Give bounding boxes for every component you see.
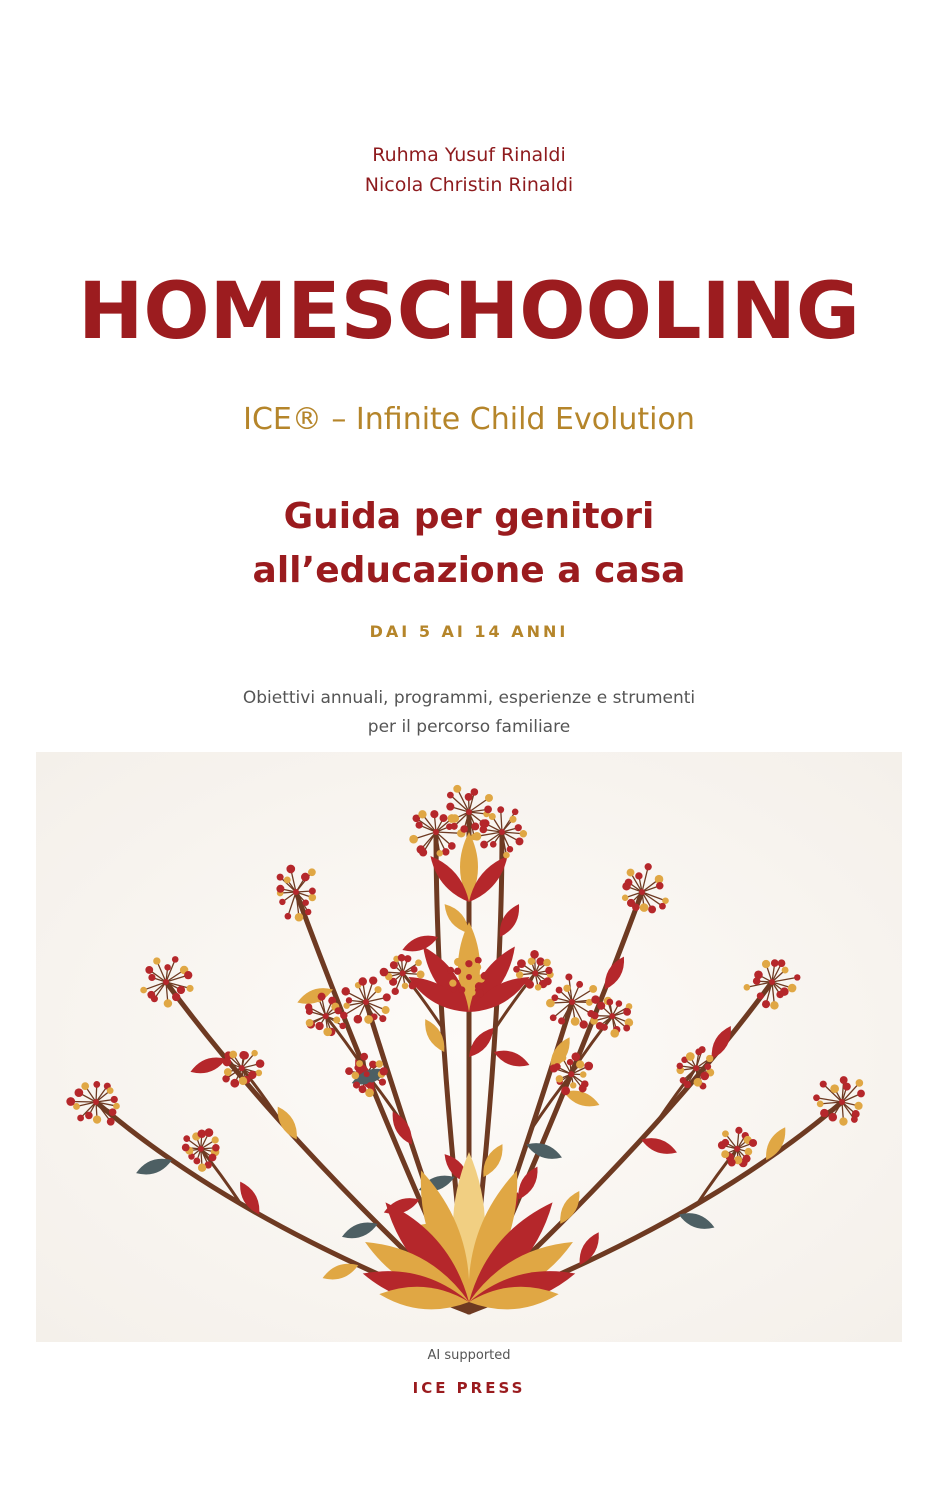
berry-dot (241, 1051, 249, 1059)
berry-dot (499, 829, 505, 835)
berry-dot (369, 976, 377, 984)
berry-dot (571, 1052, 580, 1061)
berry-dot (856, 1079, 864, 1087)
berry-dot (623, 1008, 631, 1016)
berry-dot (754, 970, 763, 979)
berry-dot (186, 985, 193, 992)
berry-dot (839, 1117, 847, 1125)
berry-dot (536, 957, 544, 965)
leaf-shape (402, 936, 438, 952)
berry-dot (475, 957, 482, 964)
berry-dot (512, 809, 519, 816)
berry-dot (645, 863, 652, 870)
berry-dot (570, 1082, 576, 1088)
authors-block (0, 140, 938, 200)
berry-dot (398, 954, 406, 962)
berry-dot (341, 987, 349, 995)
berry-dot (448, 842, 456, 850)
berry-dot (451, 814, 460, 823)
berry-dot (591, 995, 600, 1004)
berry-dot (616, 1000, 623, 1007)
berry-dot (417, 845, 425, 853)
berry-dot (437, 850, 443, 856)
berry-dot (81, 1082, 89, 1090)
berry-dot (769, 979, 775, 985)
berry-dot (301, 873, 310, 882)
berry-dot (305, 1003, 312, 1010)
berry-dot (402, 983, 409, 990)
series-subtitle: ICE® – Infinite Child Evolution (243, 402, 695, 437)
berry-dot (376, 1060, 383, 1067)
berry-dot (339, 1023, 346, 1030)
berry-dot (497, 806, 504, 813)
leaf-shape (679, 1213, 715, 1229)
leaf-shape (136, 1159, 172, 1175)
berry-dot (551, 994, 558, 1001)
berry-dot (256, 1059, 265, 1068)
berry-dot (415, 959, 422, 966)
berry-dot (333, 1016, 340, 1023)
berry-dot (433, 829, 439, 835)
berry-dot (507, 846, 514, 853)
berry-dot (704, 1063, 711, 1070)
berry-dot (239, 1065, 245, 1071)
berry-dot (276, 885, 284, 893)
berry-dot (545, 967, 552, 974)
berry-dot (625, 879, 633, 887)
berry-dot (556, 1075, 563, 1082)
berry-dot (359, 977, 367, 985)
guide-heading-line: all’educazione a casa (252, 550, 686, 591)
berry-dot (360, 1053, 368, 1061)
berry-dot (744, 984, 751, 991)
berry-dot (148, 974, 155, 981)
berry-dot (550, 1014, 557, 1021)
floral-tree-icon (36, 752, 902, 1342)
berry-dot (353, 1081, 360, 1088)
berry-dot (587, 1010, 594, 1017)
berry-dot (469, 989, 476, 996)
berry-dot (205, 1128, 214, 1137)
berry-dot (182, 1144, 190, 1152)
berry-dot (379, 1078, 386, 1085)
berry-dot (367, 1082, 373, 1088)
berry-dot (323, 1028, 332, 1037)
berry-dot (576, 1060, 584, 1068)
berry-dot (409, 982, 416, 989)
berry-dot (484, 805, 492, 813)
leaf-shape (342, 1223, 378, 1239)
berry-dot (524, 979, 531, 986)
berry-dot (839, 1099, 845, 1105)
berry-dot (622, 895, 628, 901)
berry-dot (473, 963, 481, 971)
berry-dot (528, 958, 535, 965)
berry-dot (107, 1087, 114, 1094)
berry-dot (843, 1083, 851, 1091)
berry-dot (224, 1068, 232, 1076)
berry-dot (212, 1144, 220, 1152)
ai-supported-note: AI supported (427, 1348, 511, 1363)
berry-dot (597, 1002, 605, 1010)
berry-dot (193, 1158, 200, 1165)
berry-dot (93, 1081, 100, 1088)
berry-dot (308, 868, 316, 876)
berry-dot (515, 824, 522, 831)
berry-dot (356, 1060, 363, 1067)
berry-dot (163, 979, 169, 985)
berry-dot (309, 888, 316, 895)
berry-dot (354, 1015, 363, 1024)
berry-dot (471, 834, 478, 841)
berry-dot (479, 819, 487, 827)
berry-dot (147, 991, 155, 999)
berry-dot (85, 1112, 93, 1120)
age-range-label: DAI 5 AI 14 ANNI (369, 622, 569, 641)
berry-dot (145, 966, 153, 974)
berry-dot (293, 889, 299, 895)
berry-dot (212, 1136, 219, 1143)
berry-dot (177, 986, 185, 994)
berry-dot (66, 1097, 75, 1106)
berry-dot (776, 991, 783, 998)
berry-dot (404, 955, 411, 962)
berry-dot (440, 814, 448, 822)
berry-dot (305, 909, 311, 915)
berry-dot (295, 913, 304, 922)
floral-tree-illustration (36, 752, 902, 1342)
leaf-shape (445, 904, 469, 933)
berry-dot (635, 872, 642, 879)
berry-dot (532, 970, 538, 976)
leaf-shape (494, 1051, 530, 1067)
description-text (0, 684, 938, 742)
berry-dot (788, 984, 797, 993)
berry-dot (418, 810, 426, 818)
berry-dot (659, 903, 666, 910)
berry-dot (453, 785, 461, 793)
berry-dot (558, 1017, 565, 1024)
berry-dot (485, 794, 493, 802)
berry-dot (623, 1025, 630, 1032)
berry-dot (686, 1052, 695, 1061)
berry-dot (721, 1150, 729, 1158)
guide-heading-line: Guida per genitori (283, 496, 655, 537)
berry-dot (447, 967, 454, 974)
branch-stem (656, 1068, 696, 1123)
berry-dot (569, 999, 575, 1005)
berry-dot (164, 999, 172, 1007)
description-line: Obiettivi annuali, programmi, esperienze e strumenti (242, 688, 696, 708)
berry-dot (543, 959, 551, 967)
berry-dot (677, 1063, 684, 1070)
berry-dot (286, 865, 295, 874)
berry-dot (700, 1072, 709, 1081)
berry-dot (284, 876, 291, 883)
berry-dot (771, 959, 779, 967)
berry-dot (520, 830, 527, 837)
berry-dot (184, 971, 192, 979)
berry-dot (490, 841, 497, 848)
berry-dot (375, 986, 382, 993)
berry-dot (392, 988, 399, 995)
berry-dot (609, 1013, 615, 1019)
branch-stem (201, 1149, 241, 1204)
berry-dot (113, 1103, 120, 1110)
berry-dot (817, 1100, 824, 1107)
leaf-shape (526, 1143, 562, 1159)
berry-dot (352, 1072, 360, 1080)
leaf-shape (297, 988, 333, 1004)
berry-dot (794, 974, 800, 980)
berry-dot (762, 1000, 770, 1008)
berry-dot (530, 950, 539, 959)
berry-dot (364, 1015, 373, 1024)
berry-dot (579, 1085, 587, 1093)
berry-dot (820, 1081, 827, 1088)
berry-dot (454, 958, 462, 966)
leaf-shape (323, 1264, 359, 1280)
leaf-shape (469, 1028, 493, 1057)
berry-dot (563, 985, 570, 992)
berry-dot (813, 1094, 820, 1101)
berry-dot (417, 970, 425, 978)
berry-dot (820, 1109, 828, 1117)
berry-dot (447, 792, 454, 799)
publisher-name: ICE PRESS (412, 1379, 526, 1397)
berry-dot (382, 1006, 390, 1014)
berry-dot (516, 837, 524, 845)
berry-dot (466, 974, 472, 980)
berry-dot (451, 823, 458, 830)
berry-dot (855, 1102, 863, 1110)
berry-dot (365, 1088, 374, 1097)
berry-dot (466, 809, 472, 815)
berry-dot (735, 1127, 742, 1134)
berry-dot (449, 980, 456, 987)
berry-dot (553, 1063, 560, 1070)
berry-dot (471, 822, 479, 830)
berry-dot (699, 1046, 706, 1053)
berry-dot (680, 1077, 687, 1084)
berry-dot (627, 899, 635, 907)
berry-dot (471, 788, 479, 796)
berry-dot (460, 825, 468, 833)
berry-dot (778, 959, 786, 967)
leaf-shape (190, 1058, 226, 1074)
berry-dot (734, 1146, 740, 1152)
berry-dot (77, 1115, 84, 1122)
berry-dot (481, 972, 489, 980)
berry-dot (323, 1013, 329, 1019)
berry-dot (364, 1071, 370, 1077)
description-line: per il percorso familiare (367, 717, 571, 737)
berry-dot (640, 903, 649, 912)
berry-dot (109, 1108, 117, 1116)
berry-dot (302, 899, 308, 905)
berry-dot (164, 964, 171, 971)
berry-dot (830, 1084, 839, 1093)
berry-dot (580, 1071, 587, 1078)
berry-dot (75, 1088, 84, 1097)
berry-dot (576, 981, 583, 988)
berry-dot (111, 1096, 118, 1103)
berry-dot (535, 984, 542, 991)
berry-dot (442, 848, 449, 855)
leaf-shape (641, 1138, 677, 1154)
berry-dot (567, 1059, 573, 1065)
berry-dot (285, 913, 292, 920)
berry-dot (415, 821, 422, 828)
berry-dot (93, 1115, 101, 1123)
berry-dot (309, 894, 317, 902)
leaf-shape (278, 1107, 297, 1140)
berry-dot (828, 1113, 837, 1122)
berry-dot (239, 1077, 247, 1085)
berry-dot (379, 1015, 386, 1022)
berry-dot (400, 970, 406, 976)
berry-dot (580, 1020, 588, 1028)
berry-dot (610, 1029, 619, 1038)
author-name: Nicola Christin Rinaldi (364, 174, 574, 196)
berry-dot (475, 982, 483, 990)
berry-dot (693, 1065, 699, 1071)
berry-dot (694, 1078, 703, 1087)
berry-dot (722, 1130, 729, 1137)
berry-dot (568, 1071, 574, 1077)
berry-dot (749, 1139, 757, 1147)
berry-dot (454, 968, 461, 975)
leaf-shape (560, 1191, 579, 1224)
berry-dot (229, 1051, 237, 1059)
berry-dot (607, 999, 614, 1006)
berry-dot (517, 959, 526, 968)
berry-dot (340, 1012, 347, 1019)
berry-dot (851, 1116, 858, 1123)
berry-dot (446, 803, 454, 811)
berry-dot (172, 993, 180, 1001)
berry-dot (383, 993, 391, 1001)
berry-dot (722, 1139, 729, 1146)
berry-dot (489, 813, 496, 820)
berry-dot (556, 987, 563, 994)
berry-dot (107, 1118, 115, 1126)
berry-dot (465, 960, 472, 967)
berry-dot (93, 1099, 99, 1105)
berry-dot (565, 973, 572, 980)
berry-dot (306, 1019, 314, 1027)
berry-dot (584, 1062, 593, 1071)
berry-dot (656, 882, 663, 889)
berry-dot (198, 1146, 204, 1152)
berry-dot (430, 810, 438, 818)
berry-dot (706, 1055, 713, 1062)
berry-dot (480, 841, 488, 849)
berry-dot (279, 899, 285, 905)
berry-dot (458, 986, 465, 993)
berry-dot (503, 852, 510, 859)
berry-dot (251, 1050, 257, 1056)
berry-dot (411, 966, 418, 973)
berry-dot (172, 956, 179, 963)
berry-dot (476, 990, 483, 997)
berry-dot (345, 1067, 353, 1075)
berry-dot (770, 1001, 778, 1009)
berry-dot (561, 1086, 570, 1095)
book-title: HOMESCHOOLING (78, 267, 860, 357)
berry-dot (315, 1022, 323, 1030)
berry-dot (277, 874, 284, 881)
berry-dot (571, 1017, 580, 1026)
berry-dot (558, 1054, 566, 1062)
guide-heading (0, 490, 938, 598)
author-name: Ruhma Yusuf Rinaldi (372, 144, 566, 166)
berry-dot (318, 993, 326, 1001)
berry-dot (762, 960, 770, 968)
berry-dot (627, 869, 635, 877)
berry-dot (363, 999, 369, 1005)
berry-dot (390, 961, 398, 969)
berry-dot (380, 1067, 388, 1075)
berry-dot (509, 816, 516, 823)
berry-dot (589, 985, 597, 993)
berry-dot (380, 968, 389, 977)
berry-dot (369, 1061, 377, 1069)
berry-dot (639, 889, 645, 895)
berry-dot (230, 1079, 239, 1088)
berry-dot (757, 992, 764, 999)
berry-dot (198, 1164, 206, 1172)
berry-dot (346, 997, 352, 1003)
berry-dot (409, 835, 418, 844)
berry-dot (745, 1148, 753, 1156)
berry-dot (857, 1090, 865, 1098)
berry-dot (782, 967, 789, 974)
berry-dot (648, 905, 656, 913)
berry-dot (140, 987, 147, 994)
berry-dot (183, 1135, 190, 1142)
leaf-shape (712, 1026, 731, 1059)
berry-dot (209, 1154, 217, 1162)
berry-dot (153, 957, 160, 964)
berry-dot (222, 1075, 229, 1082)
